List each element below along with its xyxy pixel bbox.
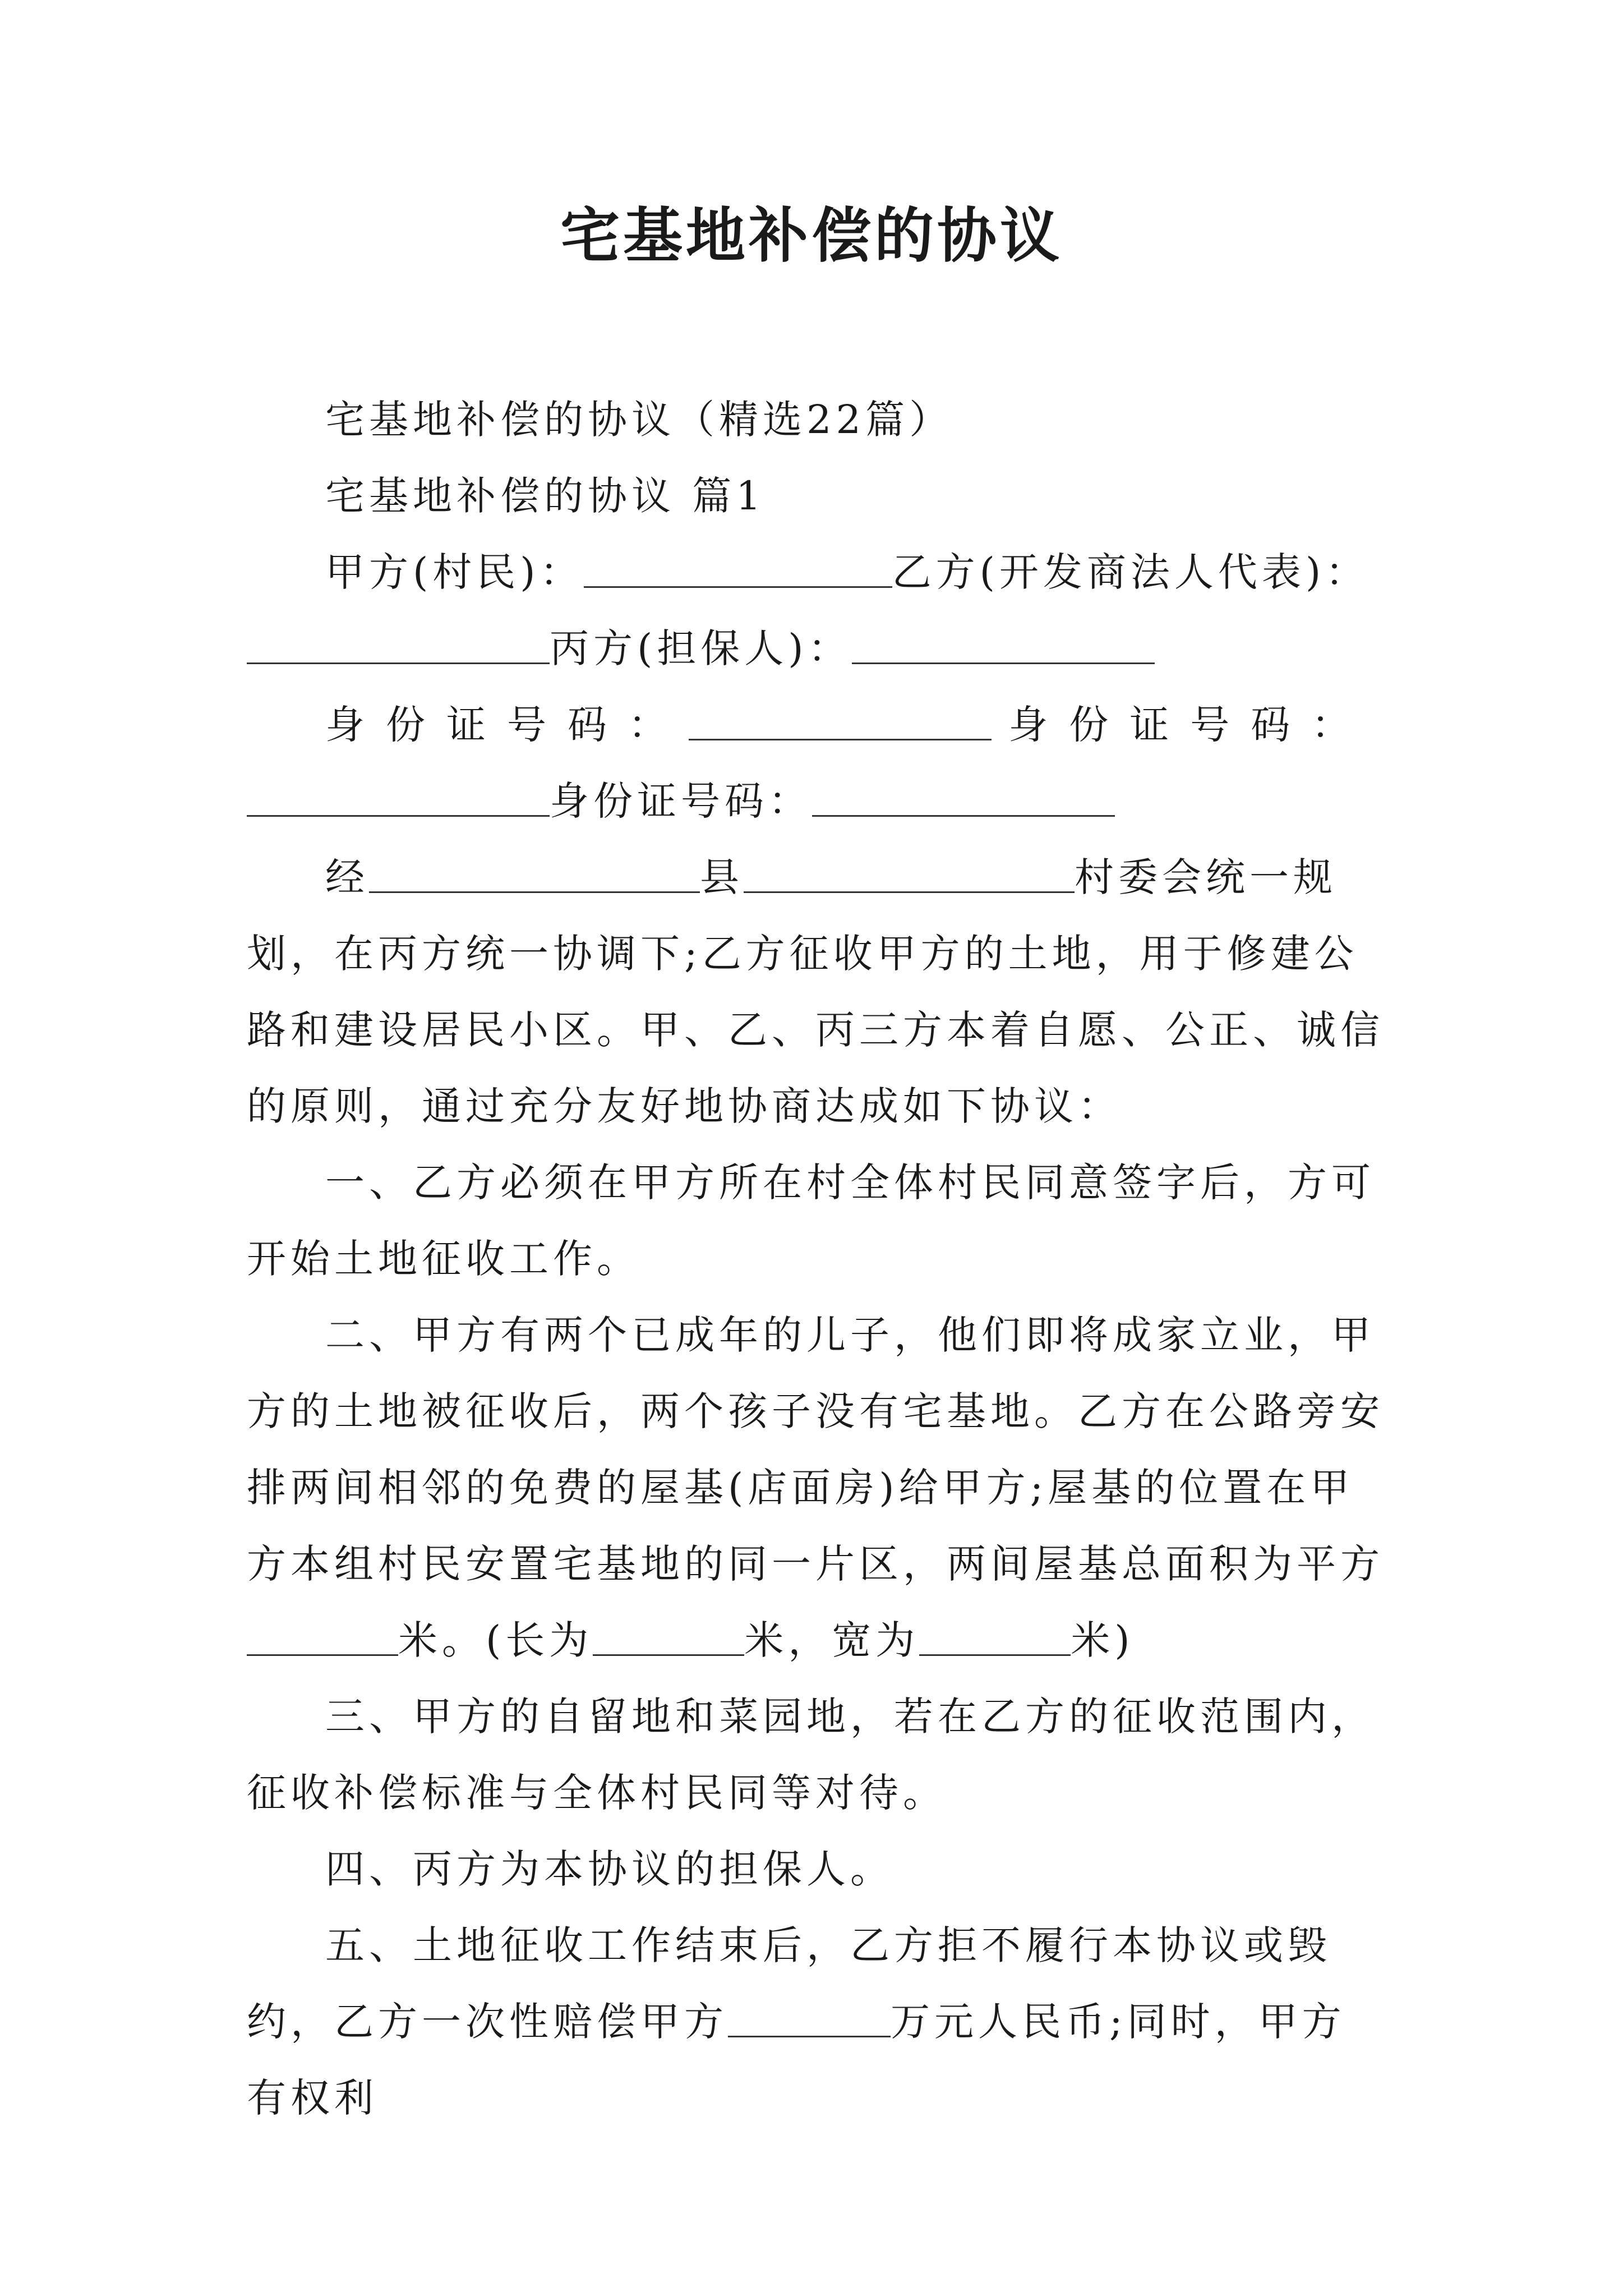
clause-2-width: 米，宽为 (744, 1617, 920, 1663)
intro-text: 村委会统一规划，在丙方统一协调下;乙方征收甲方的土地，用于修建公路和建设居民小区。甲、乙、丙三方本着自愿、公正、诚信的原则，通过充分友好地协商达成如下协议： (247, 854, 1384, 1129)
party-line (247, 534, 1385, 687)
id-label-b: 身份证号码： (1008, 702, 1372, 748)
intro-jing: 经 (325, 854, 369, 900)
clause-2-text: 二、甲方有两个已成年的儿子，他们即将成家立业，甲方的土地被征收后，两个孩子没有宅基地。乙方在公路旁安排两间相邻的免费的屋基(店面房)给甲方;屋基的位置在甲方本组村民安置宅基地的同一片区，两间屋基总面积为平方 (247, 1312, 1384, 1587)
compensation-blank (728, 1998, 891, 2037)
id-label-a: 身份证号码： (325, 702, 689, 748)
party-b-label: 乙方(开发商法人代表)： (892, 549, 1370, 595)
party-a-label: 甲方(村民)： (325, 549, 584, 595)
document-body (247, 381, 1385, 2136)
section-heading: 宅基地补偿的协议 篇1 (325, 473, 766, 519)
length-blank (593, 1617, 744, 1656)
village-blank (744, 854, 1075, 893)
clause-3: 三、甲方的自留地和菜园地，若在乙方的征收范围内，征收补偿标准与全体村民同等对待。 (247, 1694, 1375, 1816)
area-blank (247, 1617, 398, 1656)
width-blank (919, 1617, 1071, 1656)
county-blank (369, 854, 700, 893)
clause-2-length: 米。(长为 (398, 1617, 593, 1663)
id-c-blank (812, 777, 1115, 817)
clause-2-end: 米) (1071, 1617, 1135, 1663)
clause-1: 一、乙方必须在甲方所在村全体村民同意签字后，方可开始土地征收工作。 (247, 1159, 1375, 1282)
id-a-blank (689, 701, 992, 740)
party-a-blank (584, 549, 892, 588)
clause-4: 四、丙方为本协议的担保人。 (325, 1846, 894, 1892)
party-c-label: 丙方(担保人)： (550, 625, 852, 671)
intro-xian: 县 (700, 854, 744, 900)
clause-2 (247, 1297, 1385, 1678)
clause-5 (247, 1907, 1385, 2136)
id-label-c: 身份证号码： (550, 778, 812, 824)
id-line (247, 687, 1385, 839)
party-b-blank (247, 625, 550, 664)
party-c-blank (852, 625, 1155, 664)
subtitle: 宅基地补偿的协议（精选22篇） (325, 397, 953, 443)
clause-5-text: 五、土地征收工作结束后，乙方拒不履行本协议或毁约，乙方一次性赔偿甲方 (247, 1922, 1331, 2045)
clause-5-tail: 万元人民币;同时，甲方有权利 (247, 1999, 1346, 2121)
paragraph-intro (247, 839, 1385, 1144)
document-title: 宅基地补偿的协议 (560, 200, 1063, 270)
id-b-blank (247, 777, 550, 817)
